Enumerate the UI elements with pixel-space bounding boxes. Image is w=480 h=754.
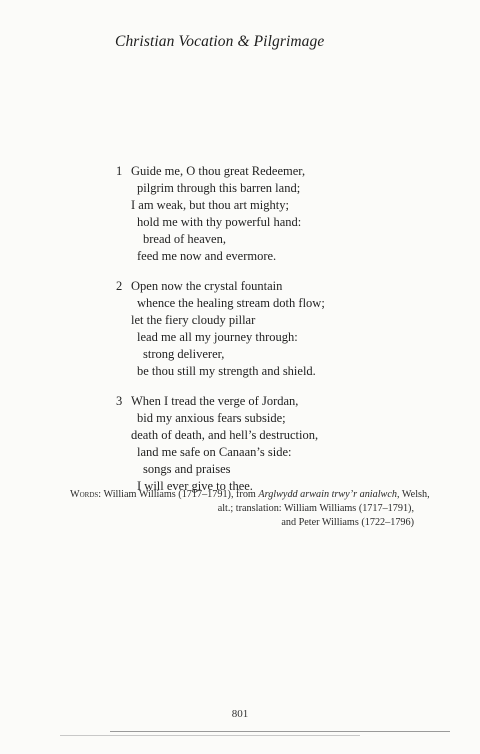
- words-credit: [70, 488, 430, 531]
- verse-line: strong deliverer,: [143, 347, 225, 361]
- page-number: 801: [231, 708, 249, 720]
- page-heading: Christian Vocation & Pilgrimage: [115, 33, 325, 50]
- verse-line: feed me now and evermore.: [137, 249, 277, 263]
- verse-line: death of death, and hell’s destruction,: [131, 428, 319, 442]
- credit-line-1: [70, 488, 430, 502]
- verse-line: bid my anxious fears subside;: [137, 411, 286, 425]
- credit-source-title: Arglwydd arwain trwy’r anialwch: [258, 489, 397, 500]
- verse-line: lead me all my journey through:: [137, 330, 298, 344]
- credit-line-3: and Peter Williams (1722–1796): [281, 517, 414, 529]
- verse-line: land me safe on Canaan’s side:: [137, 445, 292, 459]
- stanza-number: 2: [116, 279, 123, 293]
- verse-line: be thou still my strength and shield.: [137, 364, 316, 378]
- verse-line: I will ever give to thee.: [137, 479, 253, 493]
- verse-line: pilgrim through this barren land;: [137, 181, 301, 195]
- credit-language: , Welsh,: [396, 489, 430, 500]
- credit-label: Words:: [70, 489, 102, 500]
- verse-line: let the fiery cloudy pillar: [131, 313, 256, 327]
- verse-line: bread of heaven,: [143, 232, 226, 246]
- stanza-number: 3: [116, 394, 123, 408]
- stanza-3: [116, 393, 366, 495]
- verse-line: Open now the crystal fountain: [131, 279, 283, 293]
- verse-line: When I tread the verge of Jordan,: [131, 394, 299, 408]
- stanza-1: [116, 163, 366, 265]
- verse-line: I am weak, but thou art mighty;: [131, 198, 289, 212]
- verse-line: whence the healing stream doth flow;: [137, 296, 325, 310]
- stanza-2: [116, 278, 366, 380]
- page-edge-rule: [110, 731, 450, 732]
- page-edge-rule: [60, 735, 360, 736]
- verse-line: Guide me, O thou great Redeemer,: [131, 164, 306, 178]
- credit-author: William Williams (1717–1791), from: [101, 489, 259, 500]
- hymn-text: [116, 163, 366, 508]
- verse-line: songs and praises: [143, 462, 231, 476]
- stanza-number: 1: [116, 164, 123, 178]
- verse-line: hold me with thy powerful hand:: [137, 215, 302, 229]
- credit-line-2: alt.; translation: William Williams (1717–1791),: [217, 503, 414, 515]
